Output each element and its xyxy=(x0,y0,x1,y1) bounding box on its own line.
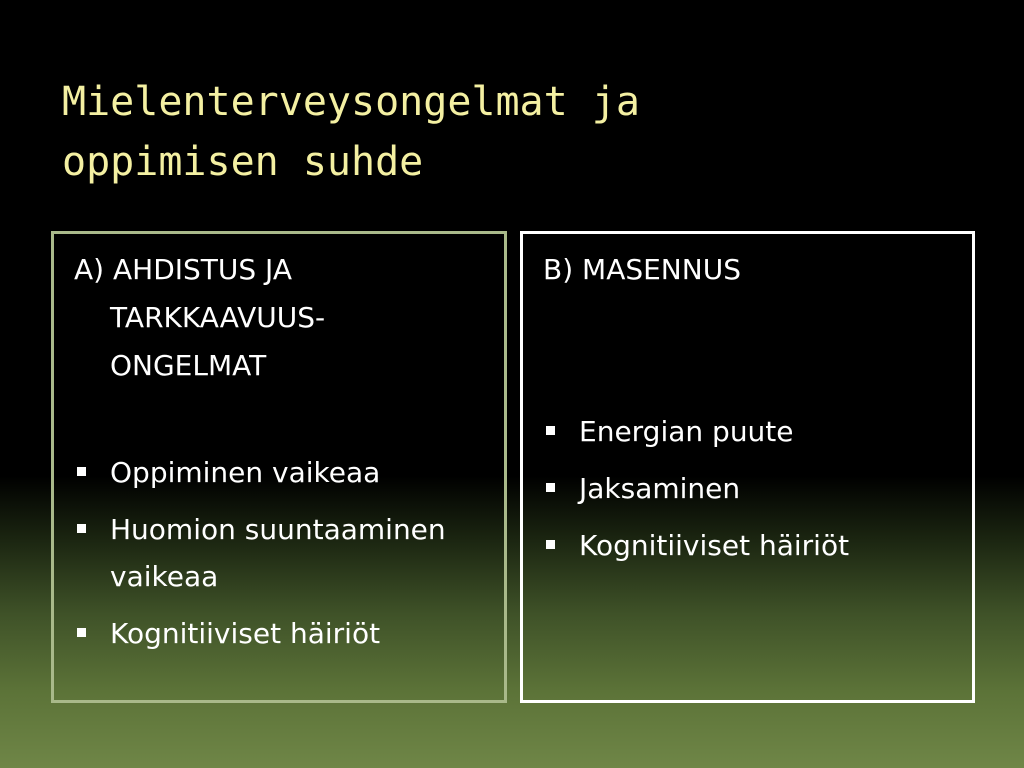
slide-title: Mielenterveysongelmat ja oppimisen suhde xyxy=(62,79,640,185)
depression-panel xyxy=(520,231,975,703)
list-item xyxy=(543,465,956,512)
square-bullet-icon xyxy=(546,426,555,435)
list-item xyxy=(543,408,956,455)
panel-heading-anxiety xyxy=(74,246,488,390)
square-bullet-icon xyxy=(77,628,86,637)
list-item xyxy=(74,449,488,496)
heading-line: TARKKAAVUUS- xyxy=(110,301,326,334)
heading-line: A) AHDISTUS JA xyxy=(74,253,292,286)
list-item-text: Kognitiiviset häiriöt xyxy=(579,529,850,562)
list-item-text: Oppiminen vaikeaa xyxy=(110,456,381,489)
panel-heading-depression: B) MASENNUS xyxy=(543,253,741,286)
list-item-text: Kognitiiviset häiriöt xyxy=(110,617,381,650)
square-bullet-icon xyxy=(546,483,555,492)
square-bullet-icon xyxy=(546,540,555,549)
square-bullet-icon xyxy=(77,467,86,476)
list-item-text: Huomion suuntaaminen vaikeaa xyxy=(110,513,446,593)
list-item xyxy=(543,522,956,569)
list-item xyxy=(74,506,488,600)
square-bullet-icon xyxy=(77,524,86,533)
list-item-text: Jaksaminen xyxy=(579,472,741,505)
anxiety-attention-panel xyxy=(51,231,507,703)
list-item-text: Energian puute xyxy=(579,415,794,448)
anxiety-bullet-list xyxy=(74,449,488,657)
list-item xyxy=(74,610,488,657)
depression-bullet-list xyxy=(543,408,956,569)
heading-line: ONGELMAT xyxy=(110,349,267,382)
